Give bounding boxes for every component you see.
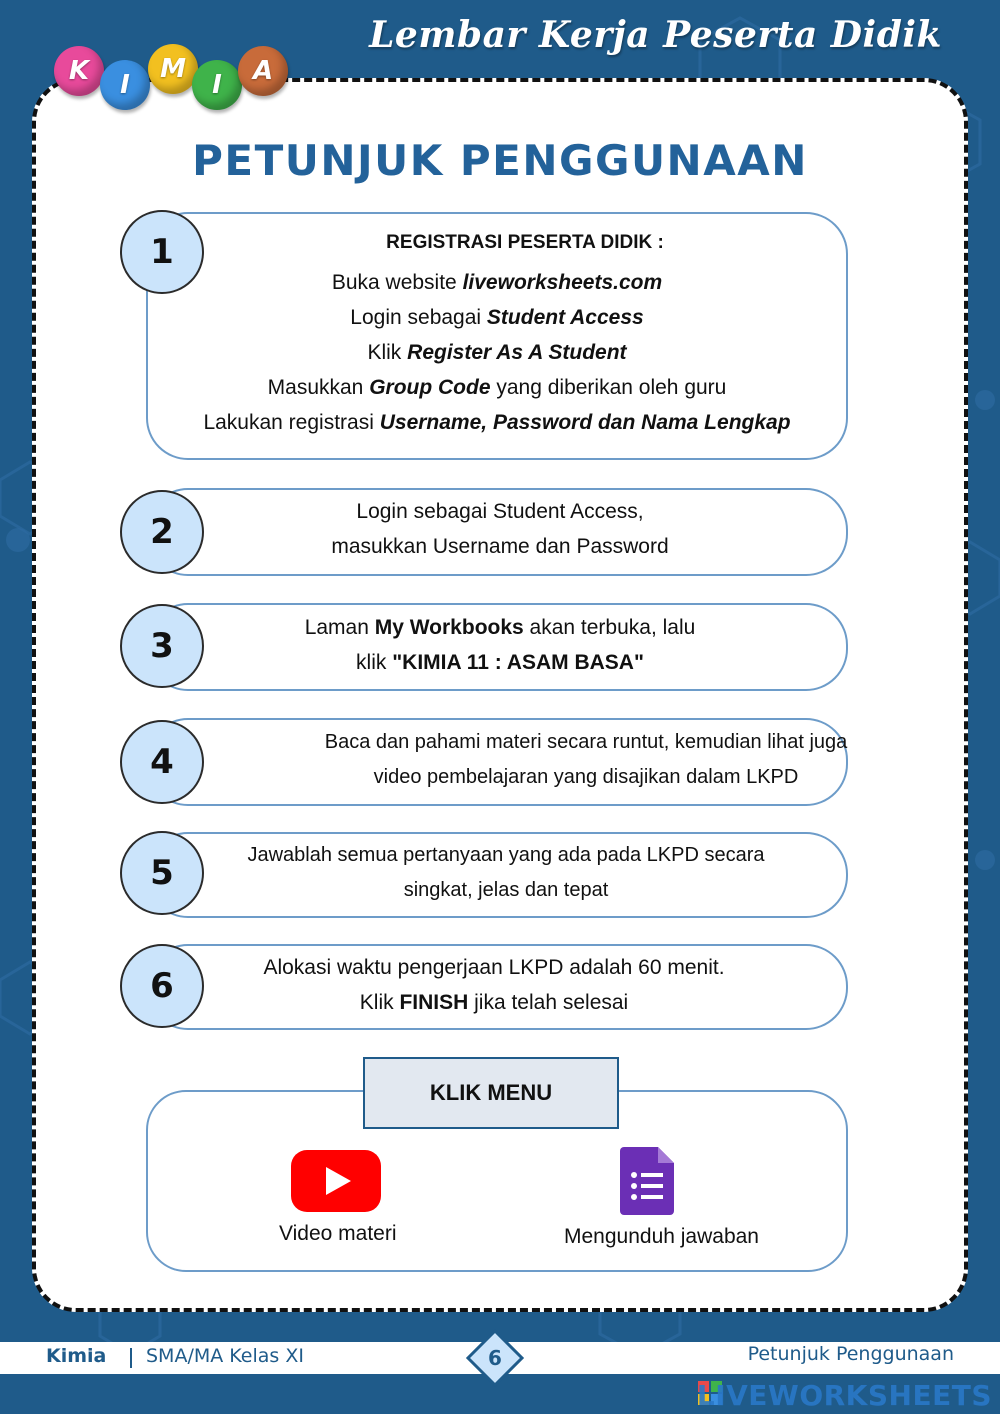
youtube-icon[interactable] bbox=[291, 1150, 381, 1212]
step-1-number: 1 bbox=[120, 210, 204, 294]
step-2-line-1: Login sebagai Student Access, bbox=[356, 500, 644, 523]
mengunduh-jawaban-label[interactable]: Mengunduh jawaban bbox=[564, 1225, 759, 1248]
page-title: PETUNJUK PENGGUNAAN bbox=[192, 136, 808, 185]
step-3-line-1: Laman My Workbooks akan terbuka, lalu bbox=[304, 616, 696, 639]
logo-ball-k: K bbox=[54, 46, 104, 96]
kimia-logo bbox=[52, 42, 292, 116]
step-5-line-2: singkat, jelas dan tepat bbox=[403, 879, 609, 901]
step-1-line-5: Lakukan registrasi Username, Password dan Nama Lengkap bbox=[203, 411, 791, 434]
step-4-line-2: video pembelajaran yang disajikan dalam LKPD bbox=[373, 766, 799, 788]
step-2-text bbox=[0, 494, 1000, 564]
step-1-heading: REGISTRASI PESERTA DIDIK : bbox=[386, 232, 664, 253]
step-5-number: 5 bbox=[120, 831, 204, 915]
step-4-number: 4 bbox=[120, 720, 204, 804]
step-5-line-1: Jawablah semua pertanyaan yang ada pada LKPD secara bbox=[247, 844, 765, 866]
step-2-line-2: masukkan Username dan Password bbox=[331, 535, 669, 558]
logo-ball-a: A bbox=[238, 46, 288, 96]
logo-ball-i2: I bbox=[192, 60, 242, 110]
logo-ball-m: M bbox=[148, 44, 198, 94]
menu-title: KLIK MENU bbox=[363, 1057, 619, 1129]
step-3-text bbox=[0, 610, 1000, 680]
video-materi-label[interactable]: Video materi bbox=[279, 1222, 397, 1245]
step-1-line-2: Login sebagai Student Access bbox=[350, 306, 644, 329]
logo-ball-i1: I bbox=[100, 60, 150, 110]
footer-divider bbox=[130, 1348, 132, 1368]
step-3-line-2: klik "KIMIA 11 : ASAM BASA" bbox=[356, 651, 644, 674]
footer-class: SMA/MA Kelas XI bbox=[146, 1345, 304, 1367]
step-6-line-1: Alokasi waktu pengerjaan LKPD adalah 60 menit. bbox=[263, 956, 725, 979]
step-6-number: 6 bbox=[120, 944, 204, 1028]
step-4-line-1: Baca dan pahami materi secara runtut, kemudian lihat juga bbox=[324, 731, 848, 753]
step-6-text bbox=[0, 950, 1000, 1020]
step-1-line-4: Masukkan Group Code yang diberikan oleh guru bbox=[267, 376, 727, 399]
step-1-text bbox=[146, 265, 848, 440]
footer-section: Petunjuk Penggunaan bbox=[747, 1343, 954, 1365]
step-5-text bbox=[12, 838, 1000, 908]
page-number: 6 bbox=[488, 1346, 502, 1370]
step-1-line-1: Buka website liveworksheets.com bbox=[331, 271, 663, 294]
liveworksheets-watermark: LIVEWORKSHEETS bbox=[696, 1379, 992, 1412]
header-title: Lembar Kerja Peserta Didik bbox=[369, 14, 942, 56]
step-6-line-2: Klik FINISH jika telah selesai bbox=[359, 991, 629, 1014]
step-1-line-3: Klik Register As A Student bbox=[367, 341, 627, 364]
step-2-number: 2 bbox=[120, 490, 204, 574]
step-3-number: 3 bbox=[120, 604, 204, 688]
footer-subject: Kimia bbox=[46, 1345, 107, 1367]
step-4-text bbox=[172, 725, 1000, 795]
google-forms-icon[interactable] bbox=[620, 1147, 674, 1215]
